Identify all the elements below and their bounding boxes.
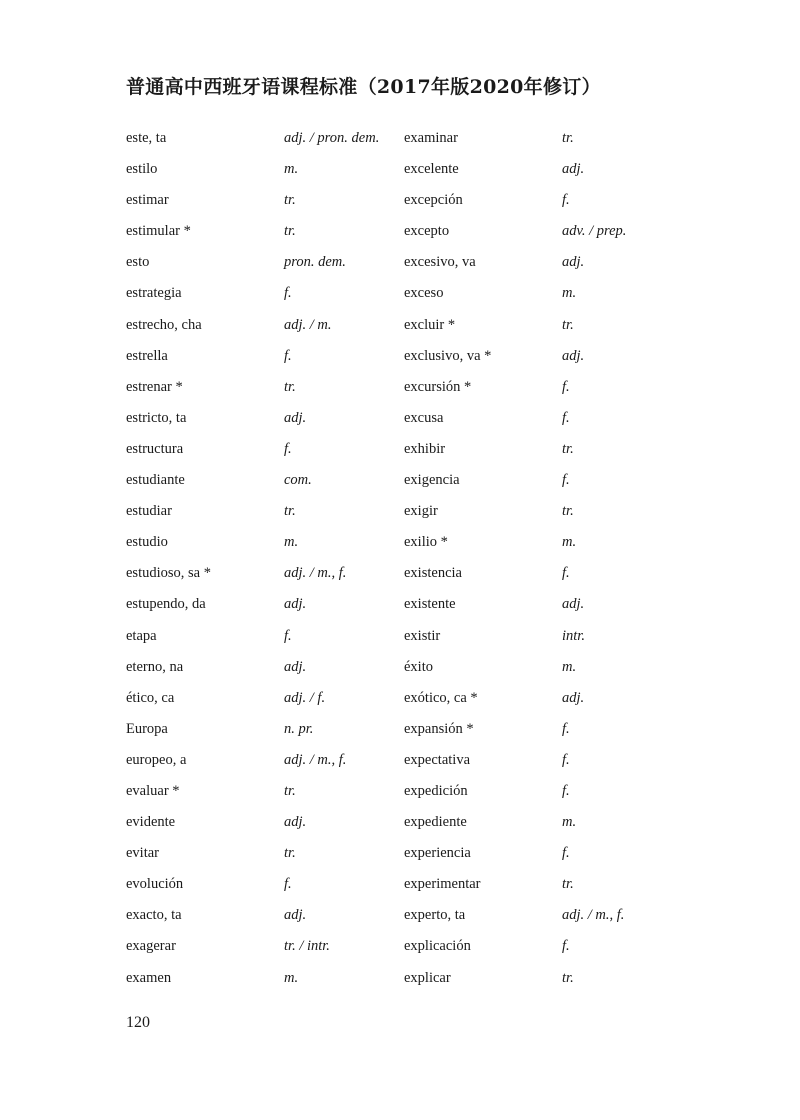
part-of-speech-right: tr. [562, 130, 574, 146]
part-of-speech-right: f. [562, 472, 570, 489]
vocab-row [126, 684, 686, 715]
part-of-speech-left: m. [284, 161, 299, 178]
vocab-row [126, 217, 686, 248]
vocab-word-left: este, ta [126, 130, 167, 146]
vocab-word-right: expedición [404, 782, 468, 799]
part-of-speech-right: adj. / m., f. [562, 907, 625, 924]
part-of-speech-left: m. [284, 534, 299, 551]
vocab-word-left: estimular * [126, 223, 191, 240]
part-of-speech-left: f. [284, 285, 292, 302]
vocab-word-right: excepción [404, 192, 463, 209]
vocab-row [126, 839, 686, 870]
vocab-word-right: experto, ta [404, 907, 466, 924]
vocab-row [126, 590, 686, 621]
vocab-word-left: evidente [126, 814, 176, 831]
part-of-speech-right: f. [562, 782, 570, 799]
vocab-word-left: evaluar * [126, 782, 180, 799]
vocab-row [126, 964, 686, 995]
part-of-speech-right: f. [562, 378, 570, 395]
part-of-speech-right: f. [562, 845, 570, 862]
part-of-speech-right: f. [562, 938, 570, 955]
part-of-speech-left: adj. [284, 907, 307, 924]
vocab-row [126, 559, 686, 590]
part-of-speech-left: f. [284, 876, 292, 893]
part-of-speech-left: adj. / pron. dem. [284, 130, 380, 146]
vocab-word-right: exceso [404, 285, 444, 302]
vocab-row [126, 808, 686, 839]
part-of-speech-left: tr. [284, 845, 296, 862]
vocab-word-left: exacto, ta [126, 907, 182, 924]
vocab-word-left: ético, ca [126, 689, 175, 706]
vocab-word-right: exhibir [404, 440, 446, 457]
vocab-word-left: estricto, ta [126, 409, 187, 426]
part-of-speech-right: f. [562, 565, 570, 582]
vocab-word-right: existente [404, 596, 456, 613]
part-of-speech-right: adj. [562, 161, 585, 178]
vocab-row [126, 932, 686, 963]
part-of-speech-right: f. [562, 751, 570, 768]
vocab-word-left: evolución [126, 876, 184, 893]
part-of-speech-right: adv. / prep. [562, 223, 627, 240]
vocab-word-right: exclusivo, va * [404, 347, 492, 364]
vocab-word-left: estupendo, da [126, 596, 206, 613]
vocab-word-right: explicación [404, 938, 471, 955]
vocab-row [126, 373, 686, 404]
vocab-word-right: excesivo, va [404, 254, 476, 271]
vocab-word-left: estrategia [126, 285, 182, 302]
vocab-word-left: exagerar [126, 938, 176, 955]
part-of-speech-left: f. [284, 627, 292, 644]
part-of-speech-left: tr. / intr. [284, 938, 330, 955]
vocab-word-left: europeo, a [126, 751, 187, 768]
vocab-word-right: exigir [404, 503, 438, 520]
part-of-speech-left: adj. [284, 658, 307, 675]
vocab-word-right: expansión * [404, 720, 474, 737]
vocab-word-left: eterno, na [126, 658, 184, 675]
vocab-word-right: éxito [404, 658, 433, 675]
part-of-speech-left: com. [284, 472, 312, 489]
vocab-word-left: estudiar [126, 503, 172, 520]
vocab-word-right: experimentar [404, 876, 481, 893]
vocab-word-right: excelente [404, 161, 459, 178]
vocab-word-right: exótico, ca * [404, 689, 478, 706]
part-of-speech-right: adj. [562, 596, 585, 613]
part-of-speech-left: f. [284, 440, 292, 457]
part-of-speech-left: tr. [284, 782, 296, 799]
vocab-word-right: experiencia [404, 845, 471, 862]
part-of-speech-right: m. [562, 814, 577, 831]
page-title: 普通高中西班牙语课程标准（2017年版2020年修订） [126, 76, 601, 98]
vocab-word-left: Europa [126, 720, 168, 737]
vocab-word-right: excusa [404, 409, 444, 426]
vocabulary-list [126, 124, 686, 995]
vocab-row [126, 404, 686, 435]
part-of-speech-left: adj. / m., f. [284, 751, 347, 768]
vocab-row [126, 653, 686, 684]
vocab-word-right: excluir * [404, 316, 456, 333]
vocab-row [126, 870, 686, 901]
vocab-word-right: excursión * [404, 378, 472, 395]
vocab-row [126, 124, 686, 155]
vocab-row [126, 901, 686, 932]
vocab-word-left: estudio [126, 534, 168, 551]
vocab-row [126, 342, 686, 373]
vocab-row [126, 528, 686, 559]
part-of-speech-right: m. [562, 534, 577, 551]
part-of-speech-right: m. [562, 285, 577, 302]
vocab-word-left: estudioso, sa * [126, 565, 211, 582]
vocab-word-right: examinar [404, 130, 458, 146]
vocab-row [126, 248, 686, 279]
vocab-word-right: explicar [404, 969, 451, 986]
part-of-speech-left: adj. / m. [284, 316, 332, 333]
vocab-word-right: expediente [404, 814, 467, 831]
vocab-word-left: estudiante [126, 472, 185, 489]
part-of-speech-left: n. pr. [284, 720, 314, 737]
part-of-speech-right: tr. [562, 503, 574, 520]
vocab-word-left: estrella [126, 347, 168, 364]
part-of-speech-right: adj. [562, 254, 585, 271]
part-of-speech-right: tr. [562, 440, 574, 457]
part-of-speech-left: pron. dem. [284, 254, 346, 271]
part-of-speech-left: tr. [284, 223, 296, 240]
part-of-speech-left: tr. [284, 503, 296, 520]
vocab-row [126, 746, 686, 777]
vocab-row [126, 777, 686, 808]
vocab-word-right: expectativa [404, 751, 471, 768]
vocab-row [126, 466, 686, 497]
part-of-speech-left: adj. / m., f. [284, 565, 347, 582]
vocab-word-left: estructura [126, 440, 184, 457]
part-of-speech-left: adj. [284, 409, 307, 426]
part-of-speech-right: m. [562, 658, 577, 675]
vocab-word-left: etapa [126, 627, 157, 644]
part-of-speech-right: f. [562, 192, 570, 209]
vocab-word-right: excepto [404, 223, 450, 240]
vocab-row [126, 715, 686, 746]
part-of-speech-right: adj. [562, 347, 585, 364]
vocab-word-left: estrecho, cha [126, 316, 202, 333]
part-of-speech-right: tr. [562, 316, 574, 333]
part-of-speech-right: adj. [562, 689, 585, 706]
part-of-speech-right: tr. [562, 876, 574, 893]
part-of-speech-right: intr. [562, 627, 585, 644]
part-of-speech-left: f. [284, 347, 292, 364]
vocab-word-left: esto [126, 254, 150, 271]
vocab-word-right: existir [404, 627, 441, 644]
part-of-speech-left: adj. [284, 814, 307, 831]
vocab-row [126, 279, 686, 310]
page-number: 120 [126, 1014, 150, 1031]
vocab-word-right: exigencia [404, 472, 460, 489]
part-of-speech-left: m. [284, 969, 299, 986]
vocab-row [126, 311, 686, 342]
part-of-speech-right: f. [562, 409, 570, 426]
part-of-speech-left: tr. [284, 378, 296, 395]
part-of-speech-right: f. [562, 720, 570, 737]
vocab-row [126, 155, 686, 186]
vocab-word-right: existencia [404, 565, 462, 582]
vocab-word-left: estimar [126, 192, 169, 209]
vocab-word-left: estrenar * [126, 378, 183, 395]
part-of-speech-left: adj. / f. [284, 689, 326, 706]
part-of-speech-left: tr. [284, 192, 296, 209]
part-of-speech-left: adj. [284, 596, 307, 613]
vocab-word-left: estilo [126, 161, 158, 178]
vocab-row [126, 497, 686, 528]
vocab-word-right: exilio * [404, 534, 448, 551]
vocab-row [126, 622, 686, 653]
part-of-speech-right: tr. [562, 969, 574, 986]
vocab-word-left: evitar [126, 845, 160, 862]
vocab-word-left: examen [126, 969, 172, 986]
vocab-row [126, 435, 686, 466]
vocab-row [126, 186, 686, 217]
